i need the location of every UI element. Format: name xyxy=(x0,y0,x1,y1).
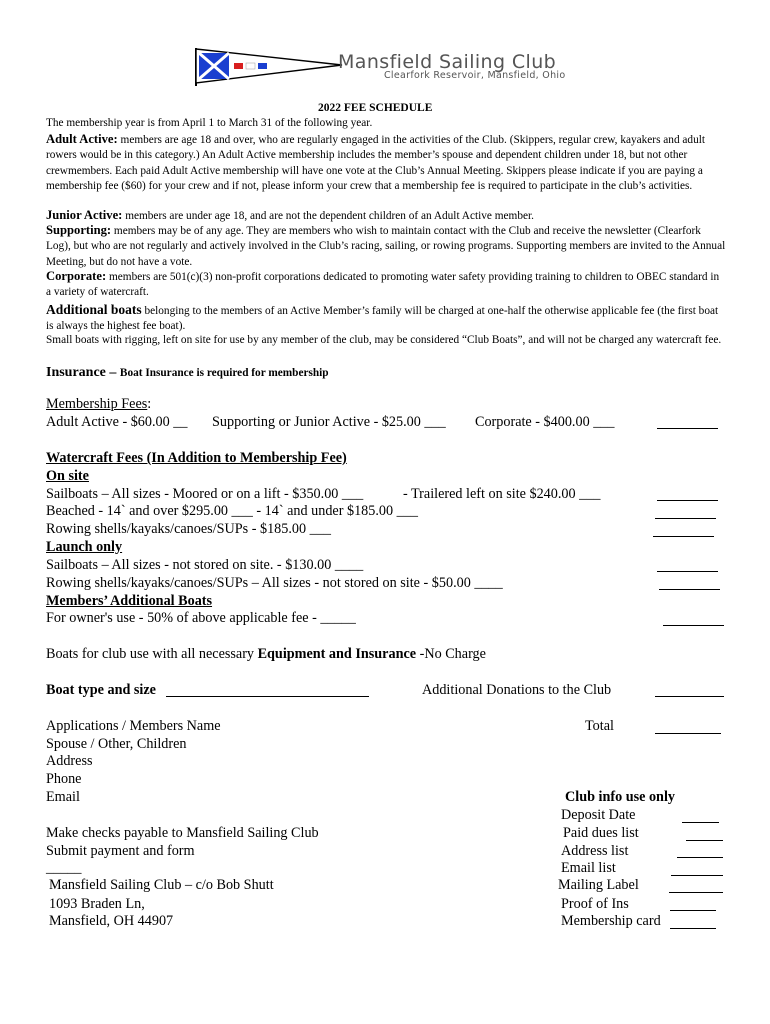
submit-payment-text: Submit payment and form xyxy=(46,843,195,859)
intro-text: The membership year is from April 1 to March 31 of the following year. xyxy=(46,117,373,129)
sailboats-launch-fee: Sailboats – All sizes - not stored on site. - $130.00 ____ xyxy=(46,557,364,573)
rowing-launch-amount-field[interactable] xyxy=(659,589,720,590)
address-list-label: Address list xyxy=(561,843,629,859)
launch-only-heading: Launch only xyxy=(46,539,123,555)
additional-boats-heading: Members’ Additional Boats xyxy=(46,593,213,609)
deposit-date-label: Deposit Date xyxy=(561,807,636,823)
boat-type-field[interactable] xyxy=(166,696,369,697)
insurance-label: Insurance – xyxy=(46,365,120,380)
on-site-heading: On site xyxy=(46,468,89,484)
mailing-label-field[interactable] xyxy=(669,892,723,893)
insurance-line xyxy=(46,363,329,381)
total-field[interactable] xyxy=(655,733,721,734)
supporting-definition xyxy=(46,223,726,270)
adult-active-fee: Adult Active - $60.00 __ xyxy=(46,414,188,430)
proof-of-ins-label: Proof of Ins xyxy=(561,896,629,912)
club-name: Mansfield Sailing Club xyxy=(338,51,557,73)
adult-active-text: members are age 18 and over, who are regularly engaged in the activities of the Club. (Skippers, regular crew, kayakers and adult rowers would be in this category.) An Adult Active membership includes the member’s spouse and dependent children under 18, but not other crewmembers. Each paid Adult Active membership will have one vote at the Club’s Annual Meeting. Skippers please indicate if you are paying a membership fee ($60) for your crew and if not, please inform your crew that a membership fee is required to participate in the club’s activities. xyxy=(46,134,706,192)
club-info-heading: Club info use only xyxy=(565,789,675,805)
additional-boats-label: Additional boats xyxy=(46,302,142,317)
email-list-field[interactable] xyxy=(671,875,723,876)
corporate-label: Corporate: xyxy=(46,269,107,283)
proof-of-ins-field[interactable] xyxy=(670,910,716,911)
additional-boats-text: belonging to the members of an Active Member’s family will be charged at one-half the otherwise applicable fee (the first boat is always the highest fee boat). xyxy=(46,305,719,333)
club-use-bold: Equipment and Insurance xyxy=(257,646,417,662)
payment-blank: _____ xyxy=(46,860,82,876)
junior-active-text: members are under age 18, and are not the dependent children of an Adult Active member. xyxy=(122,210,534,222)
sailboats-moored-fee: Sailboats – All sizes - Moored or on a lift - $350.00 ___ xyxy=(46,486,364,502)
checks-payable-text: Make checks payable to Mansfield Sailing Club xyxy=(46,825,319,841)
boat-type-label: Boat type and size xyxy=(46,682,156,698)
owners-use-amount-field[interactable] xyxy=(663,625,724,626)
club-burgee-logo xyxy=(194,46,344,88)
adult-active-definition xyxy=(46,132,726,194)
applicant-name-label: Applications / Members Name xyxy=(46,718,221,734)
insurance-text: Boat Insurance is required for membership xyxy=(119,367,329,379)
sailboats-launch-amount-field[interactable] xyxy=(657,571,718,572)
supporting-text: members may be of any age. They are members who wish to maintain contact with the Club and receive the newsletter (Clearfork Log), but who are not regularly and actively involved in the Club’s racing, sailing, or rowing programs. Supporting members are invited to the Annual Meeting, but do not have a vote. xyxy=(46,225,726,268)
total-label: Total xyxy=(585,718,614,734)
email-label: Email xyxy=(46,789,80,805)
address-label: Address xyxy=(46,753,93,769)
mailing-address-line-1: Mansfield Sailing Club – c/o Bob Shutt xyxy=(49,877,274,893)
membership-fees-colon: : xyxy=(147,396,152,412)
rowing-on-site-amount-field[interactable] xyxy=(653,536,714,537)
corporate-definition xyxy=(46,269,726,301)
paid-dues-list-label: Paid dues list xyxy=(563,825,639,841)
mailing-address-line-2: 1093 Braden Ln, xyxy=(49,896,145,912)
club-use-suffix: -No Charge xyxy=(416,646,486,662)
donations-label: Additional Donations to the Club xyxy=(422,682,612,698)
club-use-line xyxy=(46,646,486,664)
membership-fees-label: Membership Fees xyxy=(46,396,148,412)
corporate-fee: Corporate - $400.00 ___ xyxy=(475,414,615,430)
sailboats-trailered-fee: - Trailered left on site $240.00 ___ xyxy=(403,486,601,502)
beached-fee: Beached - 14` and over $295.00 ___ - 14` and under $185.00 ___ xyxy=(46,503,418,519)
beached-amount-field[interactable] xyxy=(655,518,716,519)
junior-active-definition xyxy=(46,208,726,224)
address-list-field[interactable] xyxy=(677,857,723,858)
deposit-date-field[interactable] xyxy=(682,822,719,823)
spouse-label: Spouse / Other, Children xyxy=(46,736,187,752)
watercraft-fees-heading: Watercraft Fees (In Addition to Membership Fee) xyxy=(46,450,347,466)
supporting-label: Supporting: xyxy=(46,223,112,237)
rowing-launch-fee: Rowing shells/kayaks/canoes/SUPs – All sizes - not stored on site - $50.00 ____ xyxy=(46,575,503,591)
membership-card-label: Membership card xyxy=(561,913,661,929)
corporate-text: members are 501(c)(3) non-profit corporations dedicated to promoting water safety providing training to children to OBEC standard in a variety of watercraft. xyxy=(46,271,720,299)
junior-active-label: Junior Active: xyxy=(46,208,123,222)
membership-card-field[interactable] xyxy=(670,928,716,929)
mailing-label-label: Mailing Label xyxy=(558,877,639,893)
small-boats-text: Small boats with rigging, left on site for use by any member of the club, may be considered “Club Boats”, and will not be charged any watercraft fee. xyxy=(46,334,722,346)
club-location: Clearfork Reservoir, Mansfield, Ohio xyxy=(384,70,566,81)
club-use-prefix: Boats for club use with all necessary xyxy=(46,646,258,662)
adult-active-label: Adult Active: xyxy=(46,132,118,146)
supporting-junior-fee: Supporting or Junior Active - $25.00 ___ xyxy=(212,414,446,430)
page-title: 2022 FEE SCHEDULE xyxy=(318,102,433,114)
rowing-on-site-fee: Rowing shells/kayaks/canoes/SUPs - $185.00 ___ xyxy=(46,521,331,537)
membership-fees-heading xyxy=(46,396,151,414)
membership-fee-amount-field[interactable] xyxy=(657,428,718,429)
phone-label: Phone xyxy=(46,771,82,787)
paid-dues-list-field[interactable] xyxy=(686,840,723,841)
owners-use-fee: For owner's use - 50% of above applicable fee - _____ xyxy=(46,610,356,626)
sailboats-on-site-amount-field[interactable] xyxy=(657,500,718,501)
mailing-address-line-3: Mansfield, OH 44907 xyxy=(49,913,174,929)
email-list-label: Email list xyxy=(561,860,616,876)
donations-field[interactable] xyxy=(655,696,724,697)
additional-boats-definition xyxy=(46,302,726,335)
